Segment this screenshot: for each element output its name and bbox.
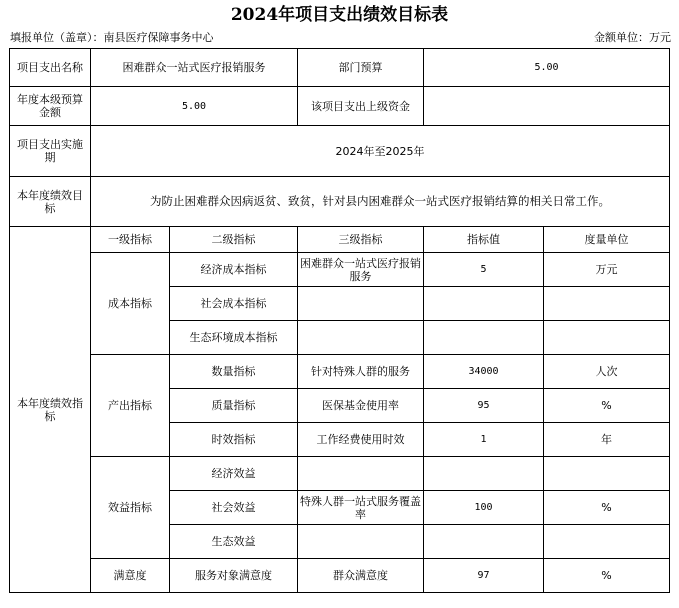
indicator-unit bbox=[544, 287, 670, 321]
level1-indicator: 成本指标 bbox=[91, 253, 170, 355]
indicator-unit bbox=[544, 457, 670, 491]
level3-indicator: 医保基金使用率 bbox=[298, 389, 424, 423]
level2-indicator: 社会效益 bbox=[170, 491, 298, 525]
indicator-unit bbox=[544, 321, 670, 355]
header-level1: 一级指标 bbox=[91, 227, 170, 253]
project-name-value: 困难群众一站式医疗报销服务 bbox=[91, 49, 298, 87]
currency-unit: 金额单位：万元 bbox=[594, 31, 671, 44]
header-level3: 三级指标 bbox=[298, 227, 424, 253]
period-value: 2024年至2025年 bbox=[91, 126, 670, 177]
project-name-label: 项目支出名称 bbox=[10, 49, 91, 87]
header-level2: 二级指标 bbox=[170, 227, 298, 253]
level2-indicator: 经济效益 bbox=[170, 457, 298, 491]
period-label: 项目支出实施期 bbox=[10, 126, 91, 177]
table-row bbox=[10, 87, 670, 126]
level3-indicator: 针对特殊人群的服务 bbox=[298, 355, 424, 389]
annual-budget-value: 5.00 bbox=[91, 87, 298, 126]
indicators-label: 本年度绩效指标 bbox=[10, 227, 91, 593]
level2-indicator: 社会成本指标 bbox=[170, 287, 298, 321]
level3-indicator: 特殊人群一站式服务覆盖率 bbox=[298, 491, 424, 525]
indicator-value: 34000 bbox=[424, 355, 544, 389]
level3-indicator bbox=[298, 287, 424, 321]
goal-value: 为防止困难群众因病返贫、致贫，针对县内困难群众一站式医疗报销结算的相关日常工作。 bbox=[91, 177, 670, 227]
indicator-value: 100 bbox=[424, 491, 544, 525]
indicator-row bbox=[10, 559, 670, 593]
table-body bbox=[10, 49, 670, 593]
indicator-row bbox=[10, 355, 670, 389]
level3-indicator bbox=[298, 457, 424, 491]
indicator-value bbox=[424, 457, 544, 491]
indicator-value bbox=[424, 287, 544, 321]
dept-budget-value: 5.00 bbox=[424, 49, 670, 87]
indicator-value bbox=[424, 525, 544, 559]
indicator-unit: % bbox=[544, 491, 670, 525]
annual-budget-label: 年度本级预算金额 bbox=[10, 87, 91, 126]
level1-indicator: 满意度 bbox=[91, 559, 170, 593]
indicator-value: 1 bbox=[424, 423, 544, 457]
level2-indicator: 生态环境成本指标 bbox=[170, 321, 298, 355]
table-row bbox=[10, 49, 670, 87]
indicator-unit: 年 bbox=[544, 423, 670, 457]
indicator-unit: 万元 bbox=[544, 253, 670, 287]
indicator-row bbox=[10, 457, 670, 491]
indicator-unit bbox=[544, 525, 670, 559]
indicator-header-row bbox=[10, 227, 670, 253]
level3-indicator: 困难群众一站式医疗报销服务 bbox=[298, 253, 424, 287]
level2-indicator: 数量指标 bbox=[170, 355, 298, 389]
indicator-value: 95 bbox=[424, 389, 544, 423]
performance-table bbox=[9, 48, 670, 593]
indicator-value: 97 bbox=[424, 559, 544, 593]
table-row bbox=[10, 177, 670, 227]
level1-indicator: 效益指标 bbox=[91, 457, 170, 559]
indicator-unit: % bbox=[544, 389, 670, 423]
header-value: 指标值 bbox=[424, 227, 544, 253]
level3-indicator bbox=[298, 525, 424, 559]
indicator-value: 5 bbox=[424, 253, 544, 287]
indicator-unit: 人次 bbox=[544, 355, 670, 389]
level3-indicator bbox=[298, 321, 424, 355]
header-unit: 度量单位 bbox=[544, 227, 670, 253]
level3-indicator: 群众满意度 bbox=[298, 559, 424, 593]
goal-label: 本年度绩效目标 bbox=[10, 177, 91, 227]
level2-indicator: 经济成本指标 bbox=[170, 253, 298, 287]
filler-unit: 填报单位（盖章）：南县医疗保障事务中心 bbox=[10, 31, 214, 44]
dept-budget-label: 部门预算 bbox=[298, 49, 424, 87]
indicator-unit: % bbox=[544, 559, 670, 593]
level1-indicator: 产出指标 bbox=[91, 355, 170, 457]
level2-indicator: 服务对象满意度 bbox=[170, 559, 298, 593]
indicator-value bbox=[424, 321, 544, 355]
superior-funds-value bbox=[424, 87, 670, 126]
page-title: 2024年项目支出绩效目标表 bbox=[230, 5, 449, 25]
table-row bbox=[10, 126, 670, 177]
level3-indicator: 工作经费使用时效 bbox=[298, 423, 424, 457]
superior-funds-label: 该项目支出上级资金 bbox=[298, 87, 424, 126]
level2-indicator: 时效指标 bbox=[170, 423, 298, 457]
indicator-row bbox=[10, 253, 670, 287]
level2-indicator: 质量指标 bbox=[170, 389, 298, 423]
level2-indicator: 生态效益 bbox=[170, 525, 298, 559]
